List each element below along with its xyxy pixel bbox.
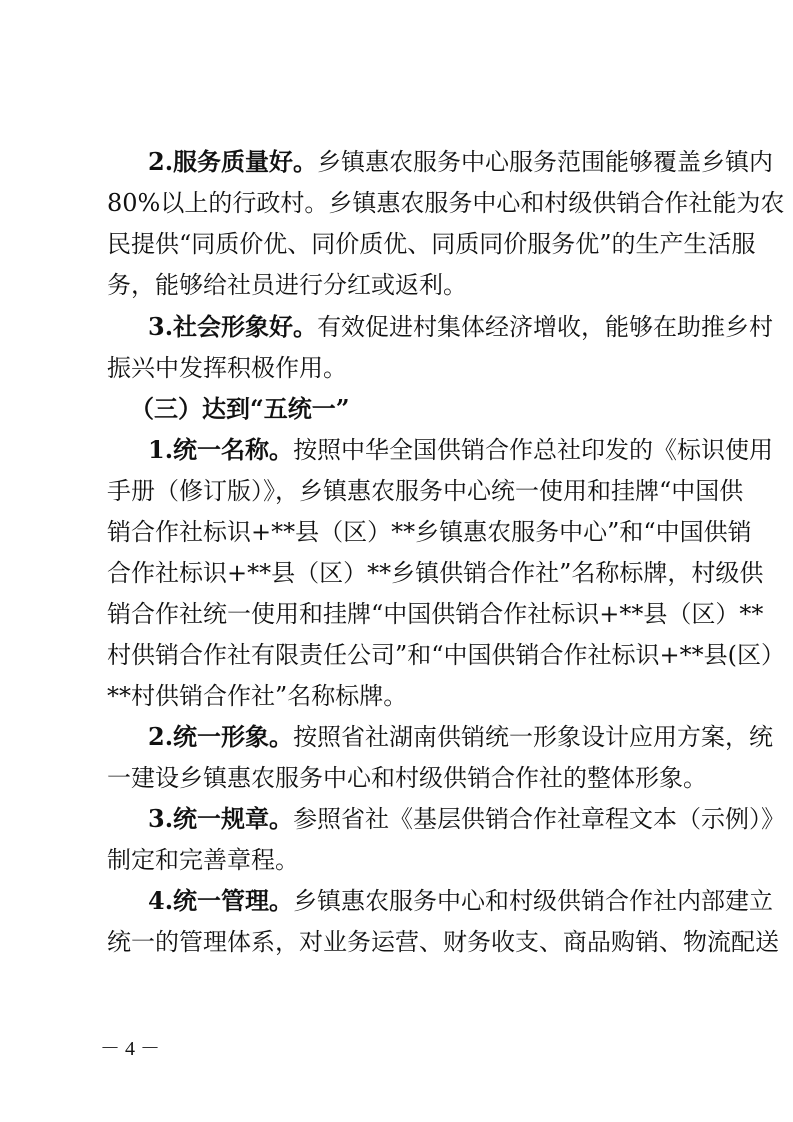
text: 参照省社《基层供销合作社章程文本（示例）》	[293, 805, 786, 833]
paragraph-line: 销合作社标识+**县（区）**乡镇惠农服务中心”和“中国供销	[107, 518, 752, 546]
paragraph-lead: 1.统一名称。	[148, 435, 294, 464]
paragraph-line: 振兴中发挥积极作用。	[107, 354, 347, 382]
paragraph-line: 统一的管理体系，对业务运营、财务收支、商品购销、物流配送	[107, 928, 779, 956]
paragraph-line: 合作社标识+**县（区）**乡镇供销合作社”名称标牌，村级供	[107, 559, 764, 587]
paragraph-line	[148, 147, 774, 177]
paragraph-line	[148, 886, 774, 916]
paragraph-lead: 3.统一规章。	[148, 804, 294, 833]
paragraph-lead: 4.统一管理。	[148, 886, 294, 915]
paragraph-line: 一建设乡镇惠农服务中心和村级供销合作社的整体形象。	[107, 764, 707, 792]
paragraph-lead: 2.统一形象。	[148, 722, 294, 751]
paragraph-lead: 2.服务质量好。	[148, 147, 318, 176]
paragraph-line	[148, 435, 774, 465]
paragraph-line	[148, 722, 774, 752]
paragraph-line: 手册（修订版）》，乡镇惠农服务中心统一使用和挂牌“中国供	[107, 477, 744, 505]
paragraph-line: 销合作社统一使用和挂牌“中国供销合作社标识+**县（区）**	[107, 600, 764, 628]
text: 乡镇惠农服务中心服务范围能够覆盖乡镇内	[317, 148, 774, 176]
text: 乡镇惠农服务中心和村级供销合作社内部建立	[293, 887, 774, 915]
text: 按照省社湖南供销统一形象设计应用方案，统	[293, 723, 774, 751]
paragraph-line: **村供销合作社”名称标牌。	[107, 682, 408, 710]
paragraph-line	[148, 804, 786, 834]
paragraph-line: 村供销合作社有限责任公司”和“中国供销合作社标识+**县(区）	[107, 641, 786, 669]
text: 按照中华全国供销合作总社印发的《标识使用	[293, 436, 774, 464]
page-number: － 4 －	[100, 1038, 160, 1060]
text: 有效促进村集体经济增收，能够在助推乡村	[317, 313, 774, 341]
paragraph-line: 务，能够给社员进行分红或返利。	[107, 271, 467, 299]
paragraph-line: 80%以上的行政村。乡镇惠农服务中心和村级供销合作社能为农	[107, 189, 785, 217]
paragraph-line	[148, 312, 774, 342]
section-heading: （三）达到“五统一”	[130, 394, 350, 423]
paragraph-lead: 3.社会形象好。	[148, 312, 318, 341]
paragraph-line: 民提供“同质价优、同价质优、同质同价服务优”的生产生活服	[107, 230, 756, 258]
paragraph-line: 制定和完善章程。	[107, 846, 299, 874]
